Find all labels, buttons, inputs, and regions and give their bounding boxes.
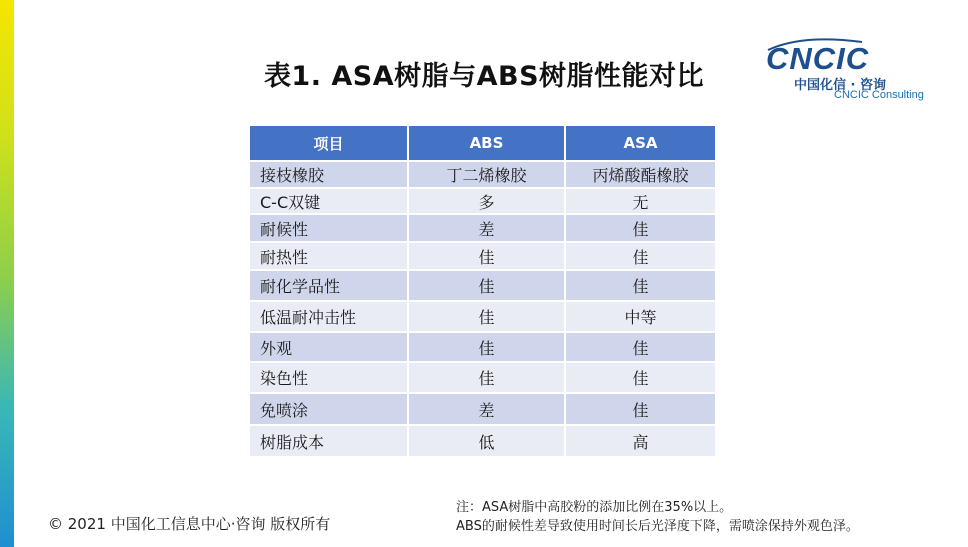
row-label: C-C双键 xyxy=(250,188,408,214)
abs-value: 多 xyxy=(408,188,565,214)
abs-value: 佳 xyxy=(408,242,565,270)
asa-value: 高 xyxy=(565,425,715,456)
asa-value: 佳 xyxy=(565,332,715,362)
table-row xyxy=(250,214,715,242)
asa-value: 无 xyxy=(565,188,715,214)
asa-value: 佳 xyxy=(565,242,715,270)
table-row xyxy=(250,301,715,332)
table-row xyxy=(250,188,715,214)
table-row xyxy=(250,362,715,393)
table-row xyxy=(250,242,715,270)
asa-value: 中等 xyxy=(565,301,715,332)
footnote-line-2: ABS的耐候性差导致使用时间长后光泽度下降，需喷涂保持外观色泽。 xyxy=(456,519,859,534)
header-item: 项目 xyxy=(250,126,408,161)
row-label: 接枝橡胶 xyxy=(250,161,408,188)
abs-value: 佳 xyxy=(408,270,565,301)
asa-value: 佳 xyxy=(565,393,715,425)
header-abs: ABS xyxy=(408,126,565,161)
table-header-row xyxy=(250,126,715,161)
table-row xyxy=(250,270,715,301)
table-row xyxy=(250,161,715,188)
abs-value: 差 xyxy=(408,214,565,242)
asa-value: 佳 xyxy=(565,214,715,242)
asa-value: 佳 xyxy=(565,362,715,393)
cncic-logo-mark xyxy=(762,36,946,76)
comparison-table xyxy=(250,126,715,456)
row-label: 耐热性 xyxy=(250,242,408,270)
logo-en-text: CNCIC Consulting xyxy=(834,89,924,101)
row-label: 免喷涂 xyxy=(250,393,408,425)
abs-value: 佳 xyxy=(408,362,565,393)
asa-value: 佳 xyxy=(565,270,715,301)
table-row xyxy=(250,332,715,362)
row-label: 低温耐冲击性 xyxy=(250,301,408,332)
cncic-logo xyxy=(758,36,948,106)
abs-value: 佳 xyxy=(408,301,565,332)
abs-value: 丁二烯橡胶 xyxy=(408,161,565,188)
row-label: 染色性 xyxy=(250,362,408,393)
page-title: 表1. ASA树脂与ABS树脂性能对比 xyxy=(263,61,705,92)
header-asa: ASA xyxy=(565,126,715,161)
logo-brand-text: CNCIC xyxy=(766,41,870,76)
logo-cn-text: 中国化信 · 咨询 xyxy=(794,78,886,93)
table-row xyxy=(250,425,715,456)
row-label: 耐化学品性 xyxy=(250,270,408,301)
row-label: 树脂成本 xyxy=(250,425,408,456)
abs-value: 差 xyxy=(408,393,565,425)
footnote-line-1: 注：ASA树脂中高胶粉的添加比例在35%以上。 xyxy=(456,500,733,515)
abs-value: 低 xyxy=(408,425,565,456)
row-label: 外观 xyxy=(250,332,408,362)
row-label: 耐候性 xyxy=(250,214,408,242)
abs-value: 佳 xyxy=(408,332,565,362)
asa-value: 丙烯酸酯橡胶 xyxy=(565,161,715,188)
copyright-text: © 2021 中国化工信息中心·咨询 版权所有 xyxy=(48,515,331,533)
table-row xyxy=(250,393,715,425)
footnote xyxy=(456,498,859,536)
